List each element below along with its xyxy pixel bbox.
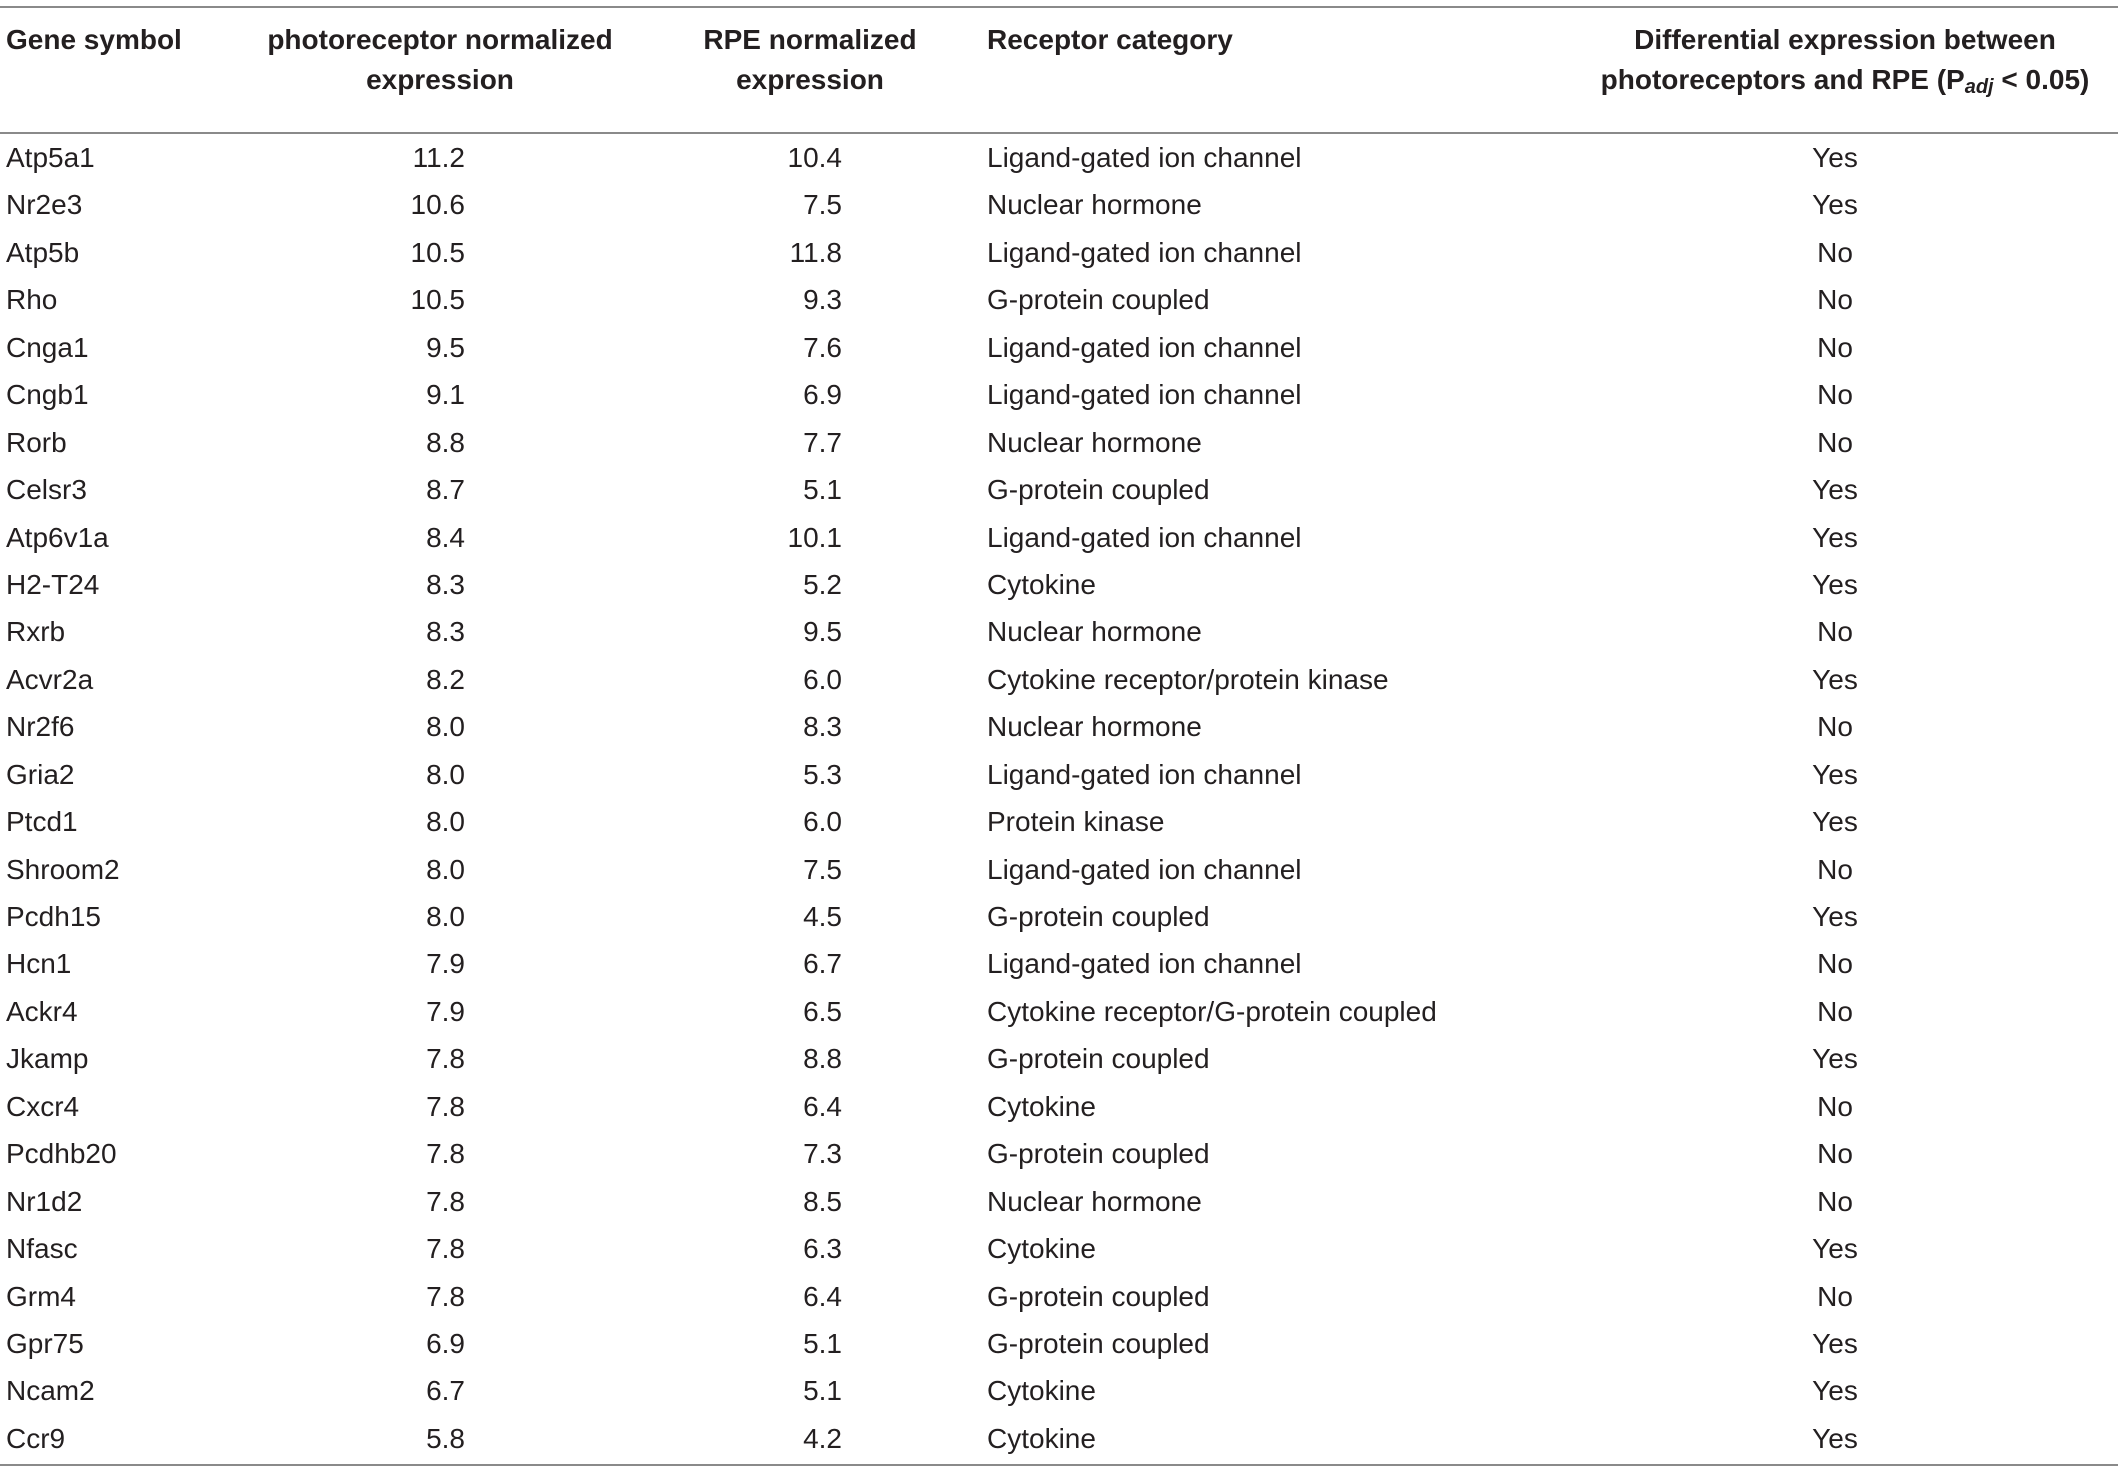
cell-gene-symbol: Pcdh15: [6, 901, 101, 932]
cell-gene-symbol: Celsr3: [6, 474, 87, 506]
cell-rpe-expression: 4.5: [803, 901, 842, 932]
table-row: [0, 229, 2118, 276]
cell-differential-expression: No: [1817, 948, 1853, 980]
table-row: [0, 181, 2118, 228]
header-rpe-line2: expression: [736, 64, 884, 95]
table-row: [0, 988, 2118, 1035]
cell-receptor-category: Cytokine receptor/G-protein coupled: [987, 995, 1437, 1027]
cell-rpe-expression: 6.0: [803, 806, 842, 838]
cell-rpe-expression: 10.4: [787, 142, 842, 173]
cell-gene-symbol: Atp6v1a: [6, 521, 109, 553]
cell-differential-expression: Yes: [1812, 806, 1858, 838]
cell-differential-expression: No: [1817, 1185, 1853, 1217]
header-differential-expression: [1580, 20, 2110, 100]
cell-photoreceptor-expression: 7.8: [426, 1138, 465, 1170]
table-row: [0, 1320, 2118, 1367]
cell-photoreceptor-expression: 7.8: [426, 1090, 465, 1122]
cell-receptor-category: Ligand-gated ion channel: [987, 521, 1302, 553]
header-gene-symbol: [6, 20, 182, 60]
table-row: [0, 656, 2118, 703]
cell-photoreceptor-expression: 7.9: [426, 995, 465, 1027]
cell-rpe-expression: 7.5: [803, 853, 842, 885]
header-diff-line2-post: < 0.05): [1993, 64, 2090, 95]
cell-receptor-category: Nuclear hormone: [987, 616, 1202, 648]
cell-differential-expression: No: [1817, 379, 1853, 411]
cell-rpe-expression: 6.3: [803, 1233, 842, 1265]
cell-photoreceptor-expression: 7.8: [426, 1043, 465, 1075]
cell-differential-expression: Yes: [1812, 474, 1858, 506]
cell-receptor-category: Ligand-gated ion channel: [987, 331, 1302, 363]
header-photoreceptor-line1: photoreceptor normalized: [267, 24, 613, 55]
cell-rpe-expression: 5.1: [803, 1327, 842, 1359]
cell-receptor-category: Ligand-gated ion channel: [987, 853, 1302, 885]
cell-differential-expression: No: [1817, 853, 1853, 885]
header-rpe-line1: RPE normalized: [703, 24, 917, 55]
table-row: [0, 324, 2118, 371]
cell-differential-expression: Yes: [1812, 1233, 1858, 1265]
cell-receptor-category: Cytokine: [987, 1233, 1096, 1265]
cell-gene-symbol: Pcdhb20: [6, 1138, 117, 1170]
cell-differential-expression: No: [1817, 1090, 1853, 1122]
cell-receptor-category: G-protein coupled: [987, 1043, 1210, 1075]
cell-differential-expression: Yes: [1812, 1422, 1858, 1454]
table-row: [0, 419, 2118, 466]
cell-gene-symbol: Ackr4: [6, 995, 78, 1027]
cell-differential-expression: Yes: [1812, 142, 1858, 173]
cell-rpe-expression: 9.5: [803, 616, 842, 648]
cell-receptor-category: Nuclear hormone: [987, 426, 1202, 458]
cell-differential-expression: Yes: [1812, 568, 1858, 600]
table-row: [0, 514, 2118, 561]
cell-receptor-category: Ligand-gated ion channel: [987, 948, 1302, 980]
cell-rpe-expression: 7.5: [803, 189, 842, 221]
cell-gene-symbol: H2-T24: [6, 568, 100, 600]
cell-photoreceptor-expression: 8.0: [426, 901, 465, 932]
cell-differential-expression: No: [1817, 711, 1853, 743]
cell-receptor-category: Protein kinase: [987, 806, 1165, 838]
table-row: [0, 276, 2118, 323]
cell-gene-symbol: Cngb1: [6, 379, 89, 411]
cell-gene-symbol: Hcn1: [6, 948, 72, 980]
header-receptor-category: [987, 20, 1233, 60]
cell-gene-symbol: Rxrb: [6, 616, 66, 648]
cell-photoreceptor-expression: 7.8: [426, 1233, 465, 1265]
cell-receptor-category: G-protein coupled: [987, 1327, 1210, 1359]
cell-rpe-expression: 5.1: [803, 474, 842, 506]
cell-photoreceptor-expression: 9.1: [426, 379, 465, 411]
cell-receptor-category: Ligand-gated ion channel: [987, 236, 1302, 268]
table-row: [0, 940, 2118, 987]
cell-differential-expression: Yes: [1812, 1375, 1858, 1407]
cell-gene-symbol: Gpr75: [6, 1327, 84, 1359]
cell-receptor-category: G-protein coupled: [987, 1138, 1210, 1170]
table-row: [0, 561, 2118, 608]
header-diff-line2-pre: photoreceptors and RPE (P: [1600, 64, 1965, 95]
cell-photoreceptor-expression: 8.8: [426, 426, 465, 458]
cell-gene-symbol: Ncam2: [6, 1375, 95, 1407]
table-row: [0, 134, 2118, 181]
cell-rpe-expression: 9.3: [803, 284, 842, 316]
cell-differential-expression: No: [1817, 1280, 1853, 1312]
cell-rpe-expression: 7.6: [803, 331, 842, 363]
header-diff-line1: Differential expression between: [1634, 24, 2056, 55]
cell-rpe-expression: 5.3: [803, 758, 842, 790]
table-row: [0, 1178, 2118, 1225]
cell-photoreceptor-expression: 7.8: [426, 1280, 465, 1312]
cell-receptor-category: G-protein coupled: [987, 474, 1210, 506]
cell-receptor-category: Ligand-gated ion channel: [987, 379, 1302, 411]
cell-gene-symbol: Nr2e3: [6, 189, 83, 221]
cell-differential-expression: Yes: [1812, 758, 1858, 790]
cell-gene-symbol: Rho: [6, 284, 58, 316]
table-top-rule: [0, 6, 2118, 8]
cell-gene-symbol: Jkamp: [6, 1043, 89, 1075]
cell-gene-symbol: Acvr2a: [6, 663, 94, 695]
cell-rpe-expression: 5.2: [803, 568, 842, 600]
cell-photoreceptor-expression: 10.6: [410, 189, 465, 221]
cell-rpe-expression: 6.0: [803, 663, 842, 695]
table-row: [0, 1415, 2118, 1462]
table-row: [0, 1273, 2118, 1320]
cell-gene-symbol: Cxcr4: [6, 1090, 80, 1122]
cell-receptor-category: Nuclear hormone: [987, 189, 1202, 221]
table-row: [0, 798, 2118, 845]
cell-photoreceptor-expression: 6.9: [426, 1327, 465, 1359]
cell-differential-expression: Yes: [1812, 189, 1858, 221]
cell-receptor-category: Cytokine: [987, 1422, 1096, 1454]
table-row: [0, 1367, 2118, 1414]
cell-photoreceptor-expression: 6.7: [426, 1375, 465, 1407]
cell-receptor-category: Cytokine: [987, 568, 1096, 600]
cell-receptor-category: Cytokine receptor/protein kinase: [987, 663, 1389, 695]
cell-rpe-expression: 6.9: [803, 379, 842, 411]
table-row: [0, 893, 2118, 940]
cell-gene-symbol: Grm4: [6, 1280, 76, 1312]
cell-gene-symbol: Nfasc: [6, 1233, 78, 1265]
cell-gene-symbol: Ptcd1: [6, 806, 78, 838]
cell-gene-symbol: Atp5b: [6, 236, 80, 268]
cell-rpe-expression: 8.3: [803, 711, 842, 743]
cell-differential-expression: No: [1817, 995, 1853, 1027]
cell-photoreceptor-expression: 8.0: [426, 758, 465, 790]
cell-receptor-category: Cytokine: [987, 1090, 1096, 1122]
table-row: [0, 703, 2118, 750]
cell-photoreceptor-expression: 8.0: [426, 806, 465, 838]
table-row: [0, 371, 2118, 418]
header-receptor-category-text: Receptor category: [987, 24, 1233, 55]
cell-photoreceptor-expression: 10.5: [410, 236, 465, 268]
cell-receptor-category: G-protein coupled: [987, 901, 1210, 932]
table-row: [0, 1130, 2118, 1177]
cell-gene-symbol: Nr2f6: [6, 711, 75, 743]
table-row: [0, 1225, 2118, 1272]
header-diff-subscript: adj: [1964, 76, 1994, 98]
cell-rpe-expression: 6.4: [803, 1280, 842, 1312]
table-row: [0, 846, 2118, 893]
cell-receptor-category: Ligand-gated ion channel: [987, 142, 1302, 173]
header-photoreceptor-line2: expression: [366, 64, 514, 95]
cell-photoreceptor-expression: 11.2: [412, 142, 465, 173]
cell-photoreceptor-expression: 8.7: [426, 474, 465, 506]
cell-rpe-expression: 8.5: [803, 1185, 842, 1217]
cell-photoreceptor-expression: 8.4: [426, 521, 465, 553]
cell-differential-expression: Yes: [1812, 521, 1858, 553]
table-row: [0, 751, 2118, 798]
cell-gene-symbol: Gria2: [6, 758, 75, 790]
cell-differential-expression: Yes: [1812, 1043, 1858, 1075]
cell-rpe-expression: 4.2: [803, 1422, 842, 1454]
cell-rpe-expression: 8.8: [803, 1043, 842, 1075]
header-diff-line2: [1580, 60, 2110, 100]
cell-gene-symbol: Rorb: [6, 426, 67, 458]
cell-receptor-category: Cytokine: [987, 1375, 1096, 1407]
cell-rpe-expression: 11.8: [789, 236, 842, 268]
cell-rpe-expression: 7.7: [803, 426, 842, 458]
table-row: [0, 1035, 2118, 1082]
cell-gene-symbol: Cnga1: [6, 331, 89, 363]
cell-rpe-expression: 5.1: [803, 1375, 842, 1407]
cell-receptor-category: G-protein coupled: [987, 1280, 1210, 1312]
cell-rpe-expression: 7.3: [803, 1138, 842, 1170]
cell-differential-expression: No: [1817, 616, 1853, 648]
cell-photoreceptor-expression: 9.5: [426, 331, 465, 363]
cell-rpe-expression: 6.5: [803, 995, 842, 1027]
cell-differential-expression: No: [1817, 426, 1853, 458]
cell-differential-expression: No: [1817, 1138, 1853, 1170]
cell-photoreceptor-expression: 8.3: [426, 616, 465, 648]
cell-rpe-expression: 10.1: [787, 521, 842, 553]
cell-differential-expression: Yes: [1812, 663, 1858, 695]
header-photoreceptor-expression: [240, 20, 640, 100]
cell-gene-symbol: Shroom2: [6, 853, 120, 885]
cell-receptor-category: G-protein coupled: [987, 284, 1210, 316]
cell-differential-expression: No: [1817, 284, 1853, 316]
cell-photoreceptor-expression: 8.0: [426, 853, 465, 885]
cell-rpe-expression: 6.4: [803, 1090, 842, 1122]
cell-photoreceptor-expression: 7.8: [426, 1185, 465, 1217]
cell-photoreceptor-expression: 8.0: [426, 711, 465, 743]
cell-receptor-category: Ligand-gated ion channel: [987, 758, 1302, 790]
cell-gene-symbol: Atp5a1: [6, 142, 95, 173]
table-bottom-rule: [0, 1464, 2118, 1466]
cell-gene-symbol: Ccr9: [6, 1422, 66, 1454]
cell-photoreceptor-expression: 8.3: [426, 568, 465, 600]
table-body: [0, 134, 2118, 1462]
cell-photoreceptor-expression: 7.9: [426, 948, 465, 980]
cell-photoreceptor-expression: 5.8: [426, 1422, 465, 1454]
table-row: [0, 466, 2118, 513]
cell-photoreceptor-expression: 8.2: [426, 663, 465, 695]
cell-receptor-category: Nuclear hormone: [987, 1185, 1202, 1217]
cell-differential-expression: Yes: [1812, 901, 1858, 932]
cell-rpe-expression: 6.7: [803, 948, 842, 980]
cell-differential-expression: No: [1817, 331, 1853, 363]
table-row: [0, 608, 2118, 655]
cell-gene-symbol: Nr1d2: [6, 1185, 83, 1217]
cell-receptor-category: Nuclear hormone: [987, 711, 1202, 743]
table-row: [0, 1083, 2118, 1130]
cell-photoreceptor-expression: 10.5: [410, 284, 465, 316]
header-gene-symbol-text: Gene symbol: [6, 24, 182, 55]
cell-differential-expression: Yes: [1812, 1327, 1858, 1359]
cell-differential-expression: No: [1817, 236, 1853, 268]
header-rpe-expression: [690, 20, 930, 100]
